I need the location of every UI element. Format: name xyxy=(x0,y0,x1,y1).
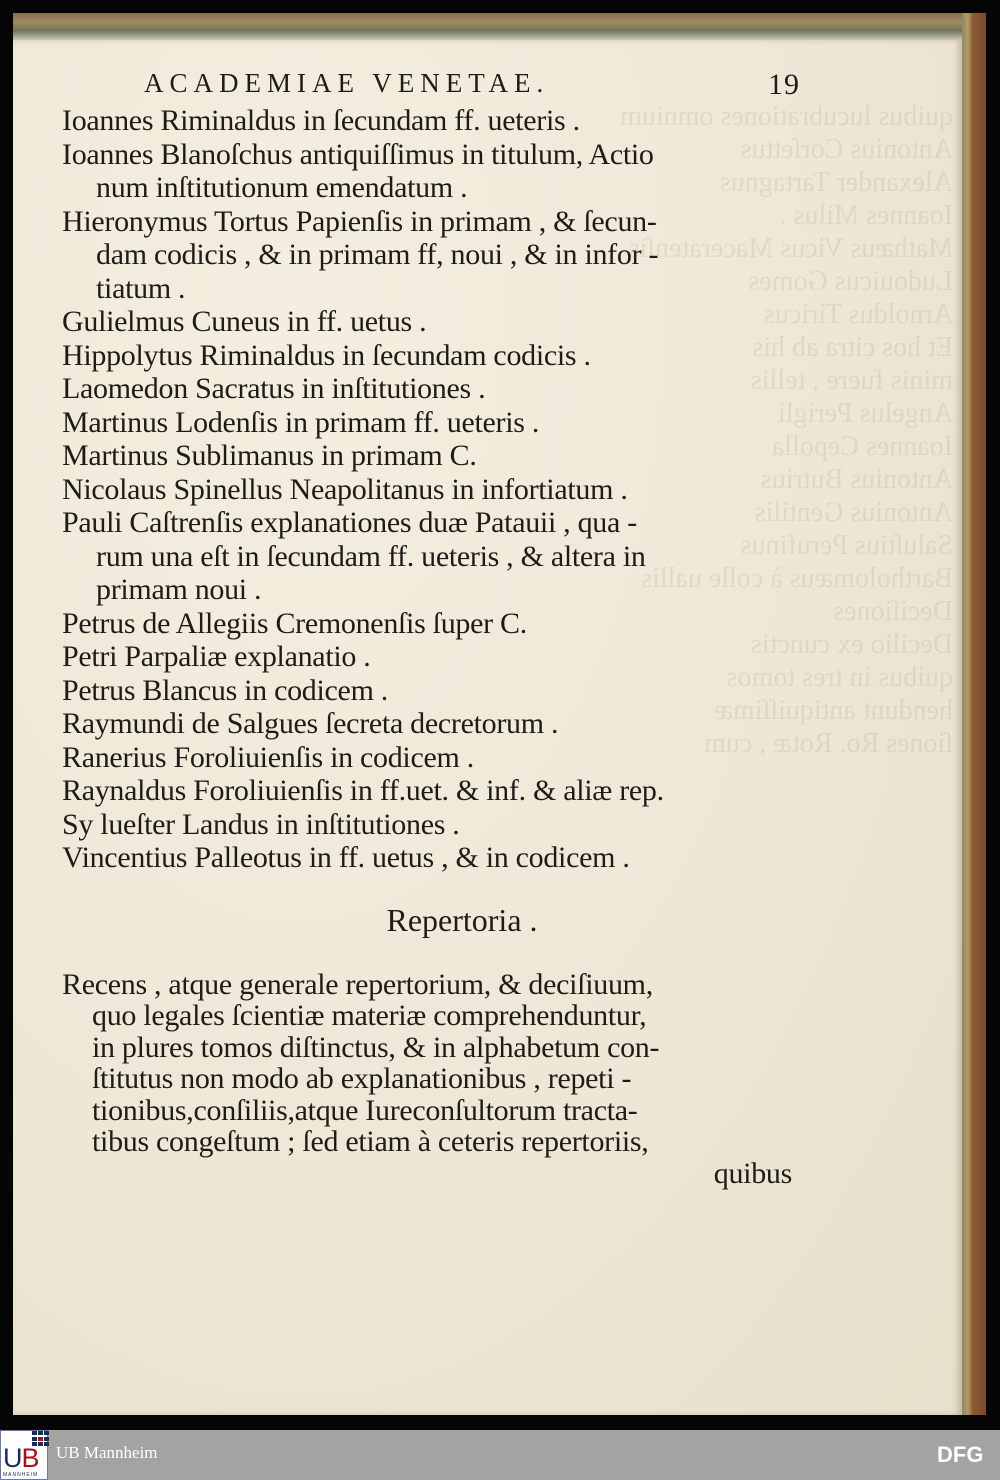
bleed-line: hendunt antiquiſſimæ xyxy=(714,695,953,726)
bleed-line: Ludouicus Gomes xyxy=(748,266,953,297)
bleed-line: Antonius Corſettus xyxy=(740,134,953,165)
entry-line: Laomedon Sacratus in inſtitutiones . xyxy=(62,372,486,405)
entry-line: Hieronymus Tortus Papienſis in primam , & ſecun- xyxy=(62,204,657,238)
bleed-line: Deciſiones xyxy=(833,596,953,627)
entry-item xyxy=(62,506,802,607)
entry-item xyxy=(62,305,802,339)
entry-line: Pauli Caſtrenſis explanationes duæ Patauii , qua - xyxy=(62,506,637,539)
entry-line: Raynaldus Foroliuienſis in ff.uet. & inf. & aliæ rep. xyxy=(62,774,664,807)
entry-item xyxy=(62,104,802,138)
entry-line: primam noui . xyxy=(96,573,262,606)
logo-ub-text: UB xyxy=(3,1443,39,1473)
entry-line: Martinus Lodenſis in primam ff. ueteris . xyxy=(62,405,540,439)
entry-line: Gulielmus Cuneus in ff. uetus . xyxy=(62,305,427,338)
library-name[interactable]: UB Mannheim xyxy=(56,1443,158,1462)
bleed-line: Angelus Perigli xyxy=(778,398,953,429)
bleed-line: Ioannes Milus . xyxy=(779,200,953,231)
entry-item xyxy=(62,674,802,708)
entry-line: Ranerius Foroliuienſis in codicem . xyxy=(62,740,474,774)
paragraph-line: tionibus,conſiliis,atque Iureconſultorum tracta- xyxy=(92,1093,638,1127)
entry-item xyxy=(62,372,802,406)
bleed-line: quibus in tres tomos xyxy=(726,662,953,693)
paragraph-line: in plures tomos diſtinctus, & in alphabetum con- xyxy=(92,1030,660,1064)
entry-line: Ioannes Riminaldus in ſecundam ff. ueteris . xyxy=(62,104,580,137)
catchword: quibus xyxy=(713,1156,792,1190)
book-top-edge xyxy=(13,13,968,40)
bleed-line: Bartholomæus à colle uallis xyxy=(641,563,953,594)
entry-item xyxy=(62,138,802,205)
entry-item xyxy=(62,707,802,741)
bleed-line: quibus lucubrationes omnium xyxy=(620,101,953,132)
bleed-line: Et hos citra ab his xyxy=(752,332,953,363)
bleed-line: Decilio ex cunctis xyxy=(750,629,953,660)
bleed-line: Mathæus Vicus Maceratenſis xyxy=(628,233,953,264)
entry-line: Hippolytus Riminaldus in ſecundam codicis . xyxy=(62,338,591,372)
entry-line: Sy lueſter Landus in inſtitutiones . xyxy=(62,807,460,841)
paragraph-line: ſtitutus non modo ab explanationibus , repeti - xyxy=(92,1062,632,1095)
entry-item xyxy=(62,205,802,306)
entry-line: Raymundi de Salgues ſecreta decretorum . xyxy=(62,707,559,740)
entry-item xyxy=(62,841,802,875)
repertoria-paragraph xyxy=(62,969,802,1190)
entry-line: dam codicis , & in primam ff, noui , & in infor - xyxy=(96,238,659,271)
entry-item xyxy=(62,607,802,641)
entry-item xyxy=(62,406,802,440)
book-fore-edge xyxy=(962,13,986,1415)
entry-line: Petrus de Allegiis Cremonenſis ſuper C. xyxy=(62,606,527,640)
entry-item xyxy=(62,741,802,775)
entry-item xyxy=(62,473,802,507)
entry-line: Ioannes Blanoſchus antiquiſſimus in titulum, Actio xyxy=(62,137,654,171)
entry-line: rum una eſt in ſecundam ff. ueteris , & altera in xyxy=(96,539,646,573)
bleed-line: Antonius Gentilis xyxy=(754,497,953,528)
running-head: ACADEMIAE VENETAE. xyxy=(144,68,550,98)
paragraph-line: quo legales ſcientiæ materiæ comprehenduntur, xyxy=(92,999,647,1032)
paragraph-line: tibus congeſtum ; ſed etiam à ceteris repertoriis, xyxy=(92,1125,649,1158)
dfg-logo[interactable]: DFG xyxy=(937,1442,984,1467)
entry-line: num inſtitutionum emendatum . xyxy=(96,171,468,204)
bleed-line: Arnoldus Tiricus xyxy=(763,299,953,330)
logo-subtext: MANNHEIM xyxy=(3,1472,39,1478)
entry-line: Vincentius Palleotus in ff. uetus , & in codicem . xyxy=(62,841,630,874)
bleed-line: Alexander Tartagnus xyxy=(719,167,953,198)
entry-list xyxy=(62,104,802,875)
running-header xyxy=(62,68,802,104)
entry-item xyxy=(62,808,802,842)
ub-mannheim-logo[interactable] xyxy=(0,1430,48,1480)
page-text xyxy=(62,68,802,1189)
entry-item xyxy=(62,774,802,808)
viewer-footer xyxy=(0,1430,1000,1480)
bleed-line: Ioannes Cepolla xyxy=(771,431,953,462)
entry-line: Nicolaus Spinellus Neapolitanus in infortiatum . xyxy=(62,472,628,506)
paragraph-line: Recens , atque generale repertorium, & deciſiuum, xyxy=(62,967,653,1001)
bleed-line: Antonius Butrius xyxy=(760,464,953,495)
entry-item xyxy=(62,640,802,674)
bleed-line: Saluſtius Perufinus xyxy=(740,530,953,561)
entry-item xyxy=(62,439,802,473)
bleed-line: ſiones Ro. Rotæ , cum xyxy=(704,728,953,759)
entry-line: tiatum . xyxy=(96,271,186,305)
entry-line: Martinus Sublimanus in primam C. xyxy=(62,439,477,472)
entry-line: Petri Parpaliæ explanatio . xyxy=(62,640,371,673)
page-number: 19 xyxy=(768,68,800,101)
bleed-line: minis fuere , tellis xyxy=(750,365,953,396)
entry-line: Petrus Blancus in codicem . xyxy=(62,673,389,707)
entry-item xyxy=(62,339,802,373)
section-title: Repertoria . xyxy=(386,901,538,938)
